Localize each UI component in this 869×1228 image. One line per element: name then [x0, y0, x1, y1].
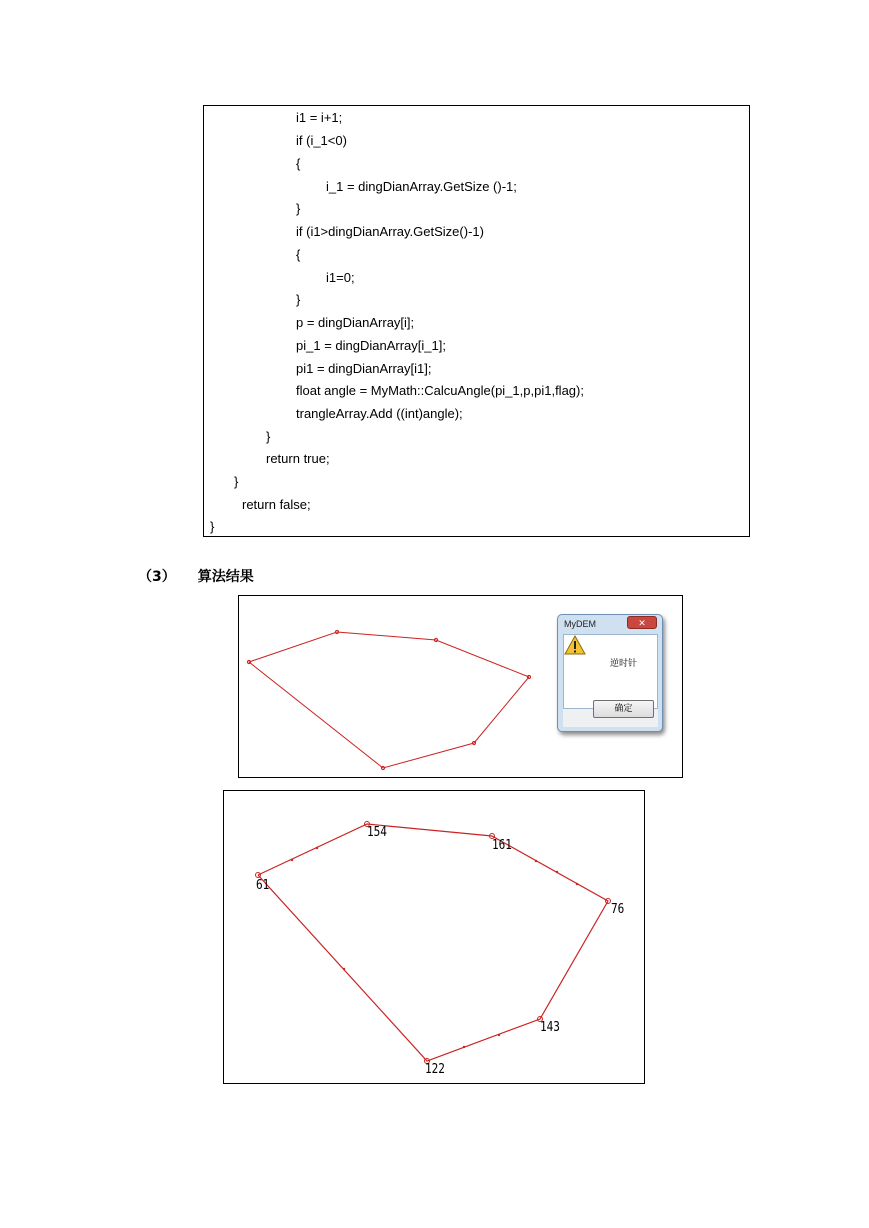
code-line: }	[296, 201, 301, 216]
vertex-label: 154	[367, 825, 387, 840]
code-line: float angle = MyMath::CalcuAngle(pi_1,p,pi1,flag);	[296, 383, 584, 398]
edge-point	[291, 859, 293, 861]
code-line: return true;	[266, 451, 330, 466]
code-line: i1 = i+1;	[296, 110, 343, 125]
dialog-body	[563, 634, 658, 709]
code-listing-box	[203, 105, 750, 537]
code-line: if (i_1<0)	[296, 133, 347, 148]
code-line: i1=0;	[326, 270, 355, 285]
code-line: }	[234, 474, 239, 489]
code-line: }	[210, 519, 215, 534]
warning-icon	[564, 635, 586, 655]
code-line: if (i1>dingDianArray.GetSize()-1)	[296, 224, 484, 239]
edge-point	[535, 860, 537, 862]
edge-point	[576, 883, 578, 885]
edge-point	[498, 1034, 500, 1036]
edge-point	[343, 968, 345, 970]
result-figure-dialog	[238, 595, 683, 778]
section-title: 算法结果	[197, 569, 254, 585]
code-line: i_1 = dingDianArray.GetSize ()-1;	[326, 179, 517, 194]
code-line: return false;	[242, 497, 311, 512]
message-dialog	[557, 614, 663, 732]
code-line: p = dingDianArray[i];	[296, 315, 415, 330]
polygon-outline	[249, 632, 529, 768]
ok-button[interactable]: 确定	[593, 700, 654, 718]
code-line: {	[296, 247, 301, 262]
vertex-label: 122	[425, 1062, 445, 1077]
edge-point	[316, 847, 318, 849]
labeled-polygon-drawing	[224, 791, 646, 1085]
edge-point	[556, 871, 558, 873]
code-line: }	[296, 292, 301, 307]
dialog-message: 逆时针	[610, 659, 638, 669]
edge-point	[463, 1046, 465, 1048]
code-line: }	[266, 429, 271, 444]
vertex-label: 61	[256, 878, 270, 893]
vertex-label: 143	[540, 1020, 560, 1035]
vertex-label: 76	[611, 902, 625, 917]
code-line: trangleArray.Add ((int)angle);	[296, 406, 463, 421]
code-line: {	[296, 156, 301, 171]
code-line: pi1 = dingDianArray[i1];	[296, 361, 432, 376]
result-figure-labeled	[223, 790, 645, 1084]
section-number: （3）	[138, 569, 176, 585]
section-heading	[138, 566, 254, 586]
close-button[interactable]: ✕	[627, 616, 657, 629]
vertex-label: 161	[492, 838, 512, 853]
code-line: pi_1 = dingDianArray[i_1];	[296, 338, 446, 353]
dialog-title: MyDEM	[564, 619, 596, 629]
